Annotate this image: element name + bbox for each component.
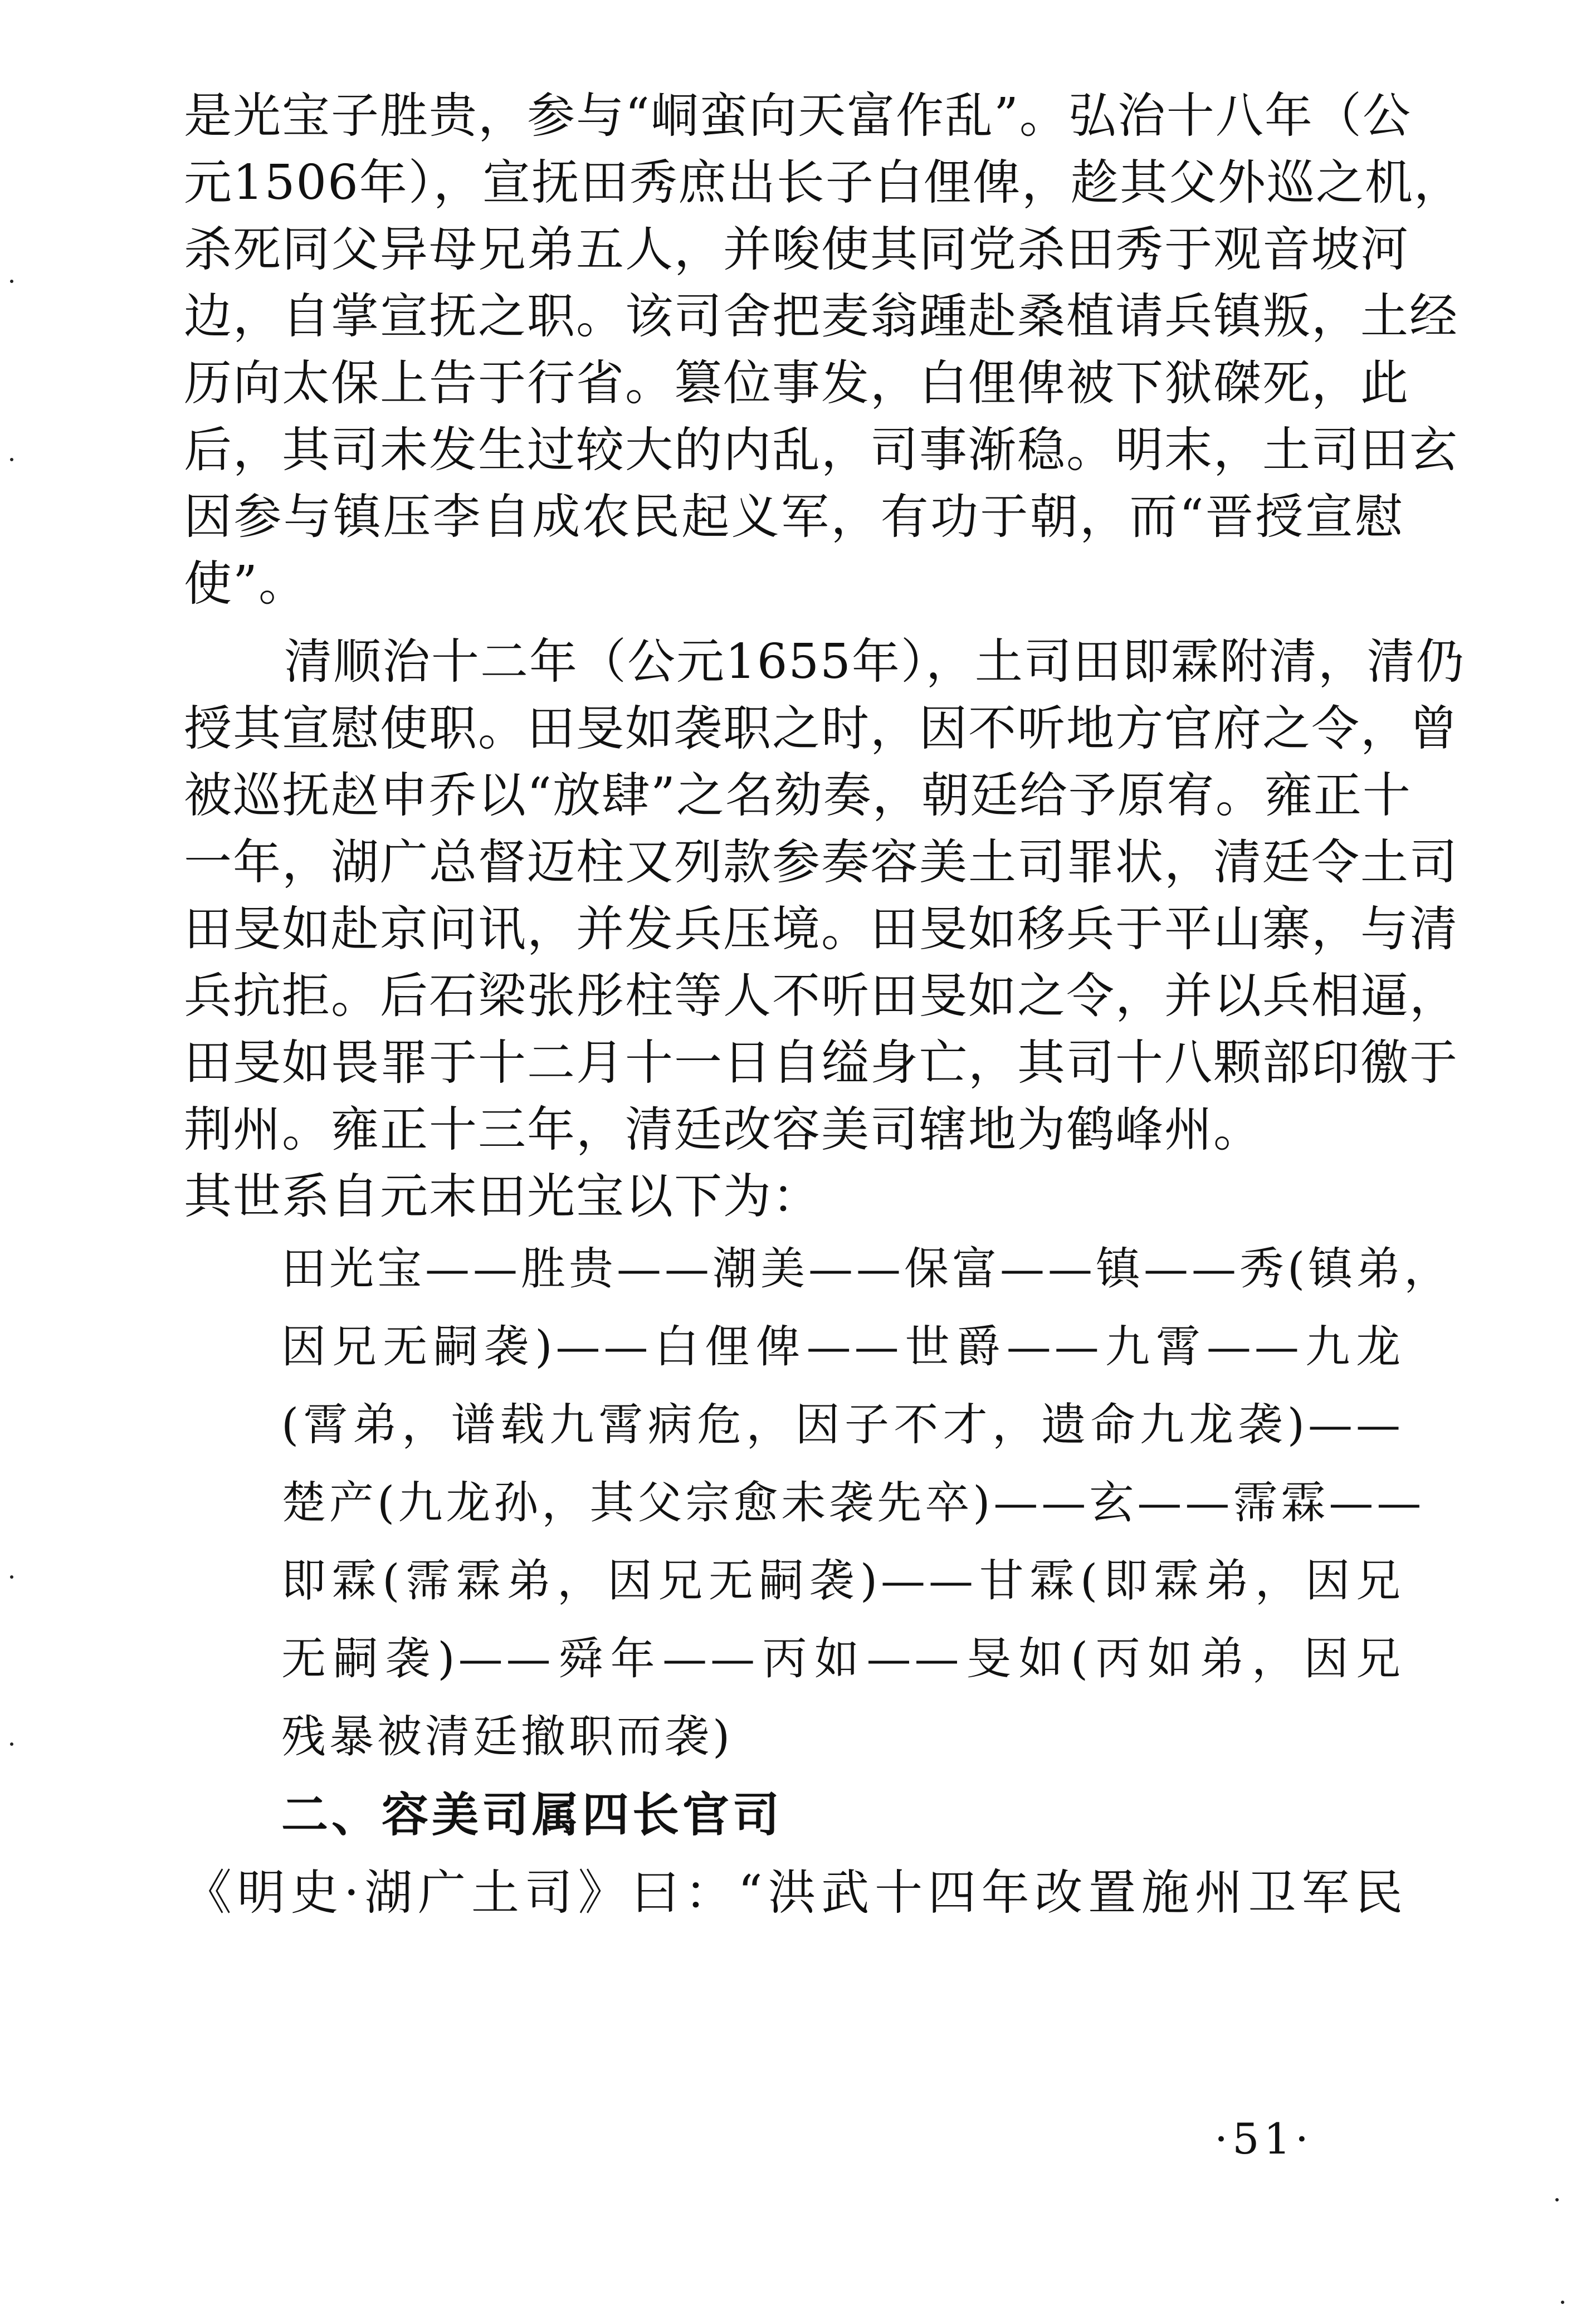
scan-speck xyxy=(10,458,13,461)
body-line: 《明史·湖广土司》曰：“洪武十四年改置施州卫军民 xyxy=(184,1865,1404,1921)
lineage-line: 残暴被清廷撤职而袭) xyxy=(281,1711,734,1762)
scan-speck xyxy=(10,1742,13,1746)
body-line: 荆州。雍正十三年，清廷改容美司辖地为鹤峰州。 xyxy=(184,1102,1262,1158)
lineage-line: (霄弟，谱载九霄病危，因子不才，遗命九龙袭)—— xyxy=(281,1399,1404,1451)
lineage-line: 即霖(霈霖弟，因兄无嗣袭)——甘霖(即霖弟，因兄 xyxy=(281,1555,1404,1607)
scan-speck xyxy=(10,280,13,283)
scan-speck xyxy=(10,1575,13,1579)
lineage-line: 田光宝——胜贵——潮美——保富——镇——秀(镇弟， xyxy=(281,1243,1452,1295)
body-line: 因参与镇压李自成农民起义军，有功于朝，而“晋授宣慰 xyxy=(184,489,1404,545)
body-line: 元1506年），宣抚田秀庶出长子白俚俾，趁其父外巡之机， xyxy=(184,155,1463,211)
scan-speck xyxy=(1561,2301,1564,2304)
section-heading: 二、容美司属四长官司 xyxy=(281,1787,783,1842)
body-line: 是光宝子胜贵，参与“峒蛮向天富作乱”。弘治十八年（公 xyxy=(184,88,1412,144)
body-line: 一年，湖广总督迈柱又列款参奏容美土司罪状，清廷令土司 xyxy=(184,834,1458,890)
body-line: 其世系自元末田光宝以下为： xyxy=(184,1169,821,1224)
scan-speck xyxy=(1555,2198,1559,2201)
body-line: 田旻如畏罪于十二月十一日自缢身亡，其司十八颗部印徼于 xyxy=(184,1035,1458,1091)
page-number: ·51· xyxy=(1214,2114,1314,2164)
body-line: 杀死同父异母兄弟五人，并唆使其同党杀田秀于观音坡河 xyxy=(184,222,1409,277)
paragraph-first-line: 清顺治十二年（公元1655年），土司田即霖附清，清仍 xyxy=(284,634,1465,690)
body-line: 后，其司未发生过较大的内乱，司事渐稳。明末，土司田玄 xyxy=(184,422,1458,478)
lineage-line: 无嗣袭)——舜年——丙如——旻如(丙如弟，因兄 xyxy=(281,1633,1404,1685)
body-line: 历向太保上告于行省。篡位事发，白俚俾被下狱磔死，此 xyxy=(184,355,1409,411)
body-line: 兵抗拒。后石梁张彤柱等人不听田旻如之令，并以兵相逼， xyxy=(184,968,1458,1024)
lineage-line: 楚产(九龙孙，其父宗愈未袭先卒)——玄——霈霖—— xyxy=(281,1477,1425,1529)
body-line: 使”。 xyxy=(184,556,308,612)
body-line: 田旻如赴京问讯，并发兵压境。田旻如移兵于平山寨，与清 xyxy=(184,901,1458,957)
body-line: 被巡抚赵申乔以“放肆”之名劾奏，朝廷给予原宥。雍正十 xyxy=(184,768,1412,823)
lineage-line: 因兄无嗣袭)——白俚俾——世爵——九霄——九龙 xyxy=(281,1321,1404,1373)
body-line: 边，自掌宣抚之职。该司舍把麦翁踵赴桑植请兵镇叛，土经 xyxy=(184,289,1458,344)
body-line: 授其宣慰使职。田旻如袭职之时，因不听地方官府之令，曾 xyxy=(184,701,1458,756)
